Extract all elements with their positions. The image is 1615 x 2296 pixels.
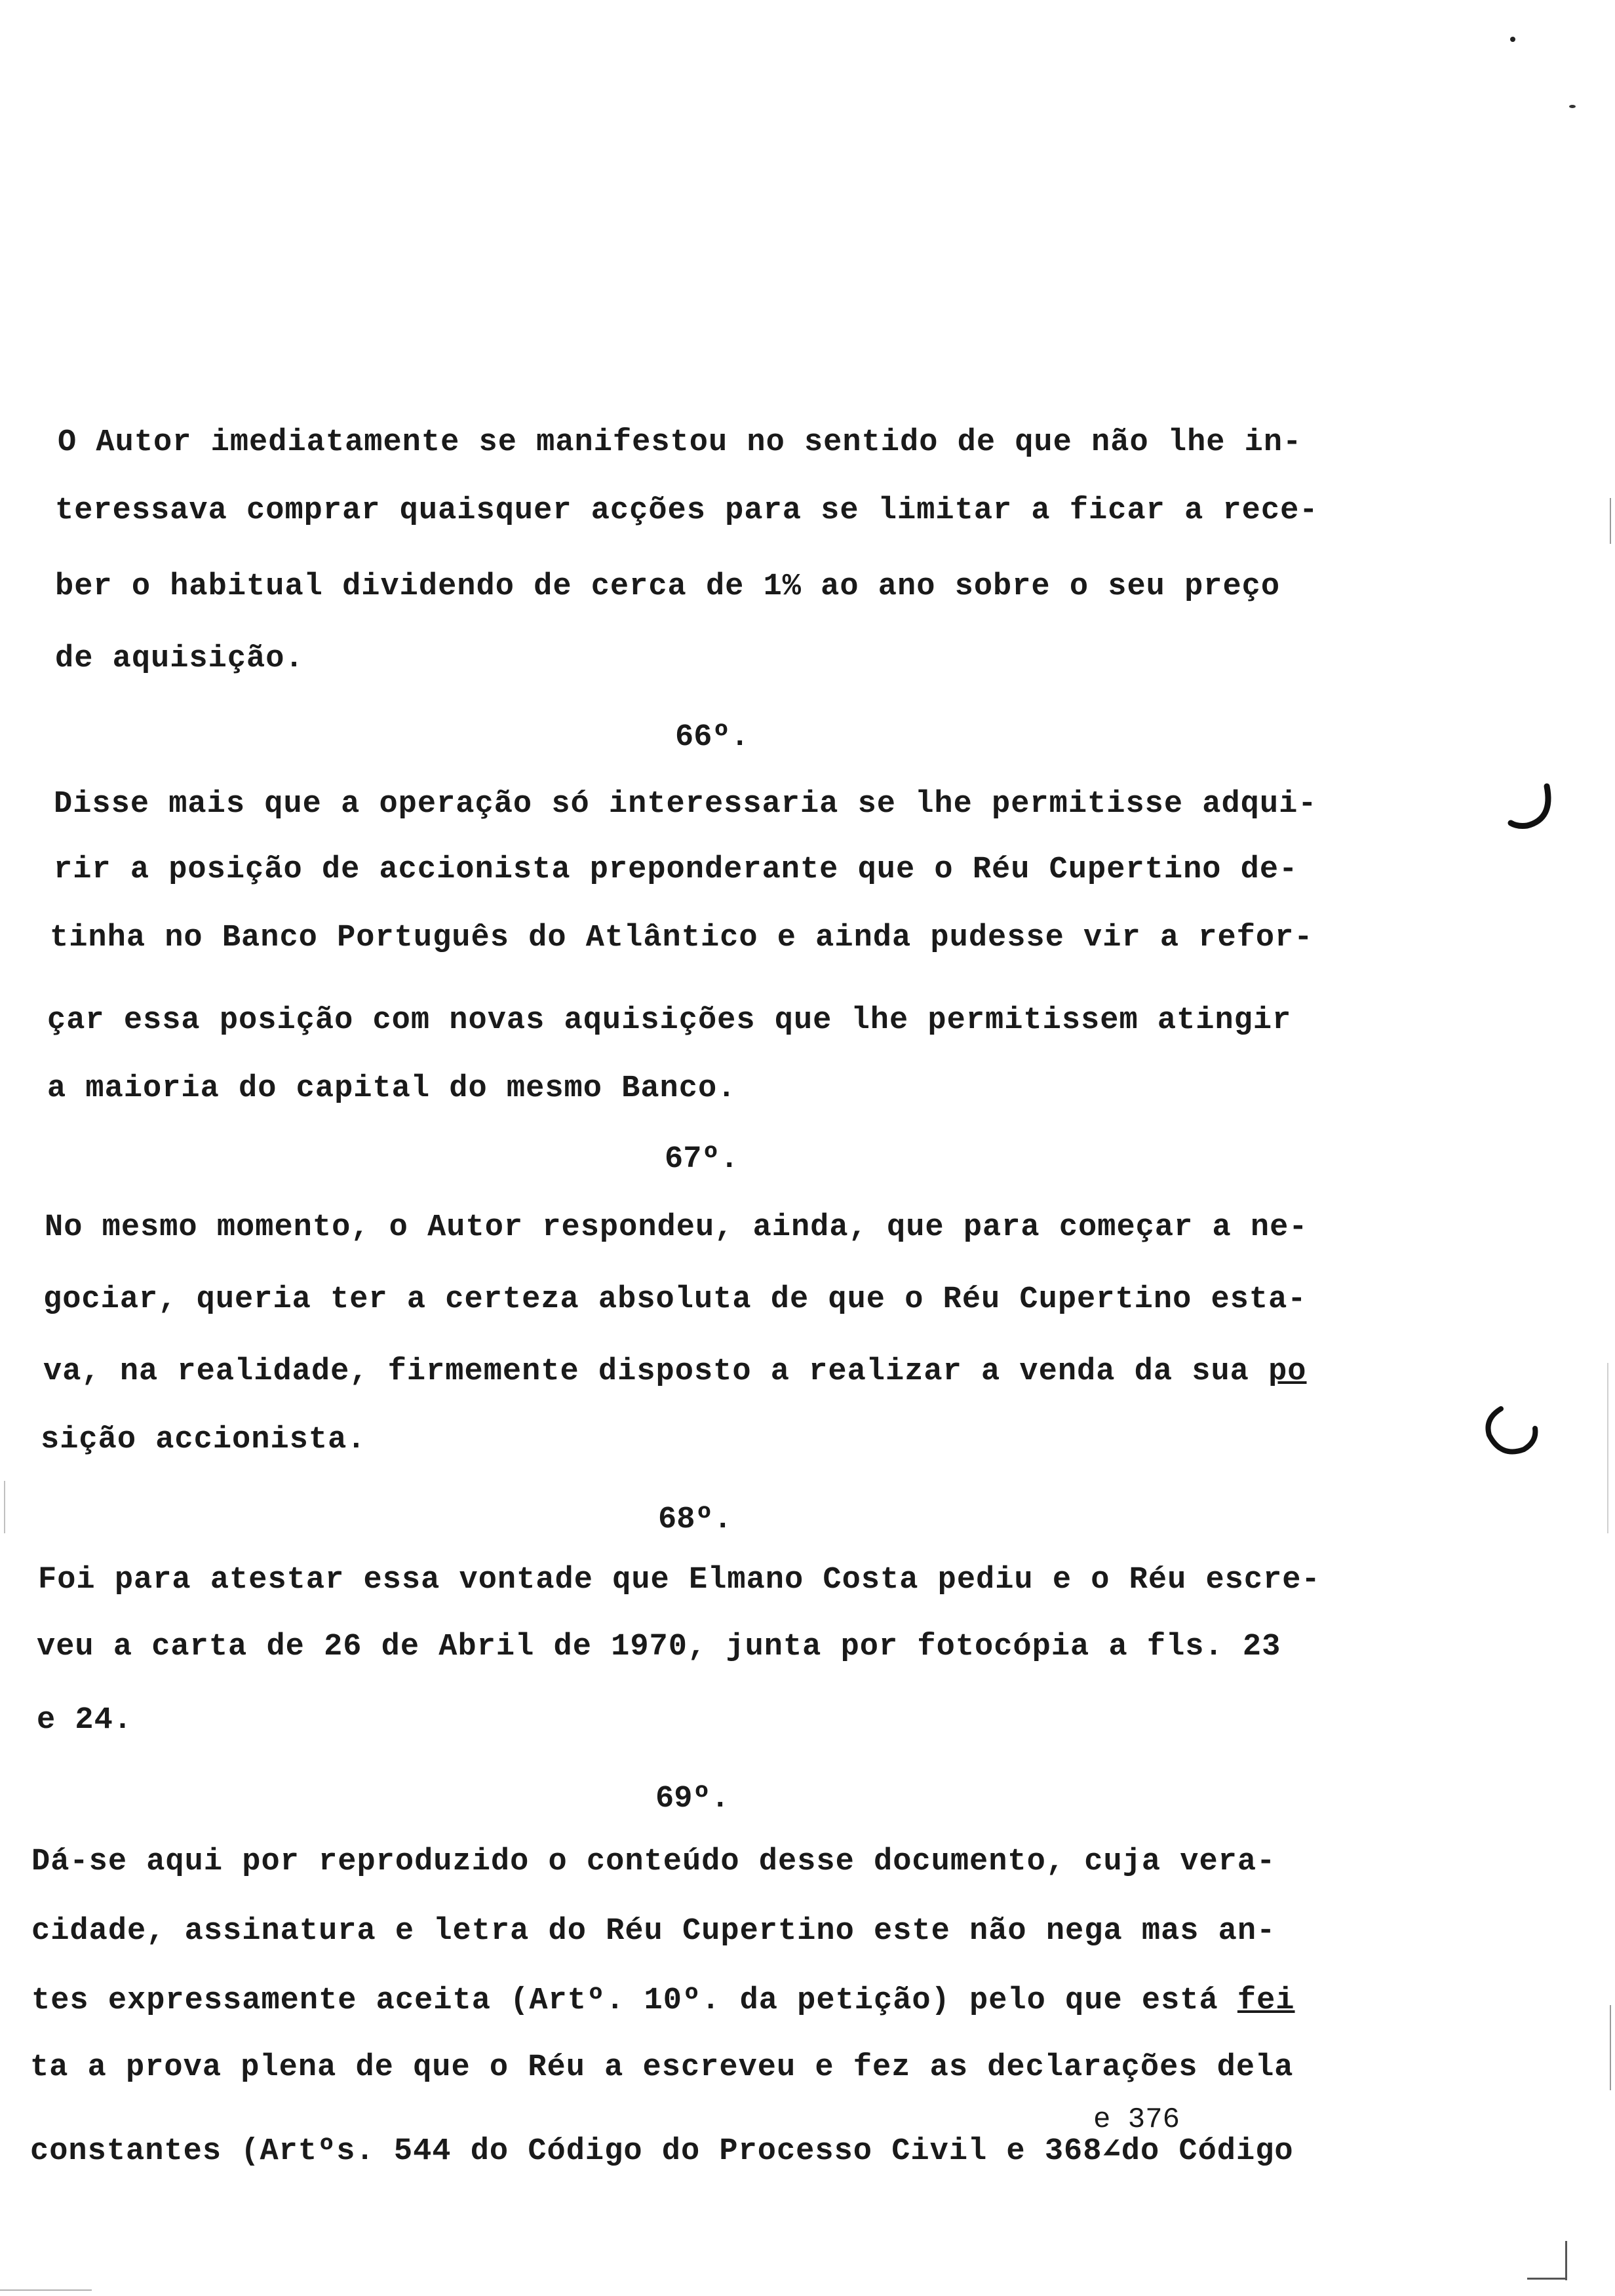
- scan-edge-line: [1565, 2241, 1567, 2280]
- scan-speck: [1569, 105, 1576, 108]
- underlined-text: po: [1268, 1354, 1307, 1389]
- text-line: çar essa posição com novas aquisições que lhe permitissem atingir: [47, 1003, 1292, 1038]
- text-line: [30, 2133, 1294, 2170]
- text-line: Foi para atestar essa vontade que Elmano Costa pediu e o Réu escre-: [38, 1563, 1321, 1598]
- underlined-text: fei: [1237, 1983, 1295, 2018]
- text-line: [31, 1983, 1295, 2019]
- scan-edge-line: [1607, 1363, 1608, 1533]
- text-line: [43, 1354, 1307, 1390]
- text-line: tinha no Banco Português do Atlântico e ainda pudesse vir a refor-: [50, 921, 1313, 955]
- handwritten-insertion: e 376: [1093, 2103, 1180, 2136]
- text-line: Dá-se aqui por reproduzido o conteúdo desse documento, cuja vera-: [31, 1845, 1276, 1879]
- text-segment: va, na realidade, firmemente disposto a realizar a venda da sua: [43, 1354, 1269, 1389]
- scan-edge-line: [4, 1481, 5, 1533]
- scan-edge-line: [0, 2289, 92, 2291]
- insertion-caret: ∠: [1102, 2134, 1121, 2169]
- text-segment: tes expressamente aceita (Artº. 10º. da petição) pelo que está: [31, 1983, 1237, 2018]
- scan-edge-line: [1610, 498, 1611, 544]
- text-line: e 24.: [37, 1703, 133, 1738]
- article-number: 68º.: [658, 1502, 732, 1537]
- article-number: 67º.: [665, 1142, 739, 1177]
- text-line: sição accionista.: [41, 1423, 366, 1457]
- text-line: cidade, assinatura e letra do Réu Cupertino este não nega mas an-: [31, 1914, 1276, 1949]
- text-line: rir a posição de accionista preponderante que o Réu Cupertino de-: [54, 852, 1298, 887]
- scan-edge-line: [1610, 2005, 1611, 2090]
- text-line: de aquisição.: [55, 641, 304, 676]
- text-line: ta a prova plena de que o Réu a escreveu e fez as declarações dela: [30, 2050, 1294, 2085]
- text-segment: do Código: [1121, 2134, 1294, 2169]
- text-line: teressava comprar quaisquer acções para se limitar a ficar a rece-: [55, 493, 1319, 528]
- text-line: gociar, queria ter a certeza absoluta de que o Réu Cupertino esta-: [43, 1282, 1307, 1317]
- text-line: veu a carta de 26 de Abril de 1970, junta por fotocópia a fls. 23: [37, 1630, 1281, 1664]
- scan-edge-line: [1527, 2278, 1566, 2280]
- text-line: a maioria do capital do mesmo Banco.: [47, 1071, 737, 1106]
- article-number: 66º.: [675, 720, 749, 755]
- text-line: ber o habitual dividendo de cerca de 1% ao ano sobre o seu preço: [55, 569, 1281, 604]
- binder-hole-mark: [1475, 1396, 1547, 1468]
- text-line: Disse mais que a operação só interessaria se lhe permitisse adqui-: [54, 787, 1317, 822]
- scan-speck: [1510, 37, 1515, 42]
- text-line: O Autor imediatamente se manifestou no sentido de que não lhe in-: [58, 425, 1302, 460]
- text-line: No mesmo momento, o Autor respondeu, ainda, que para começar a ne-: [45, 1210, 1308, 1245]
- text-segment: constantes (Artºs. 544 do Código do Processo Civil e 368: [30, 2134, 1102, 2169]
- binder-hole-mark: [1501, 780, 1566, 839]
- article-number: 69º.: [655, 1782, 730, 1816]
